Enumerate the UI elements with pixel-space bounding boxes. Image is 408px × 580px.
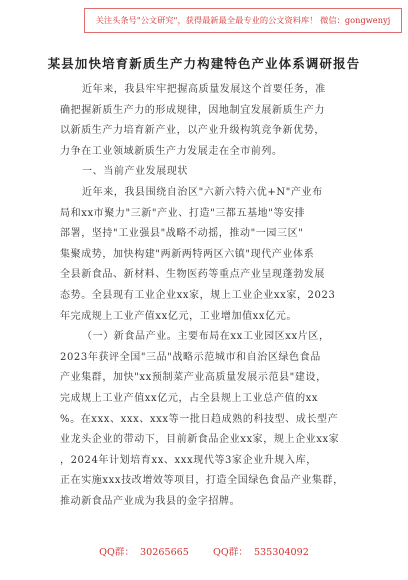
qq-group-number-1: 30265665	[140, 547, 189, 558]
text-line: 一、当前产业发展现状	[82, 166, 188, 178]
text-line: 态势。全县现有工业企业xx家，规上工业企业xx家，2023	[60, 289, 336, 301]
text-line: 力争在工业领域新质生产力发展走在全市前列。	[60, 145, 283, 157]
header-banner	[84, 8, 402, 33]
text-line: （一）新食品产业。主要布局在xx工业园区xx片区，	[82, 331, 330, 343]
text-line: 确把握新质生产力的形成规律，因地制宜发展新质生产力	[60, 104, 325, 116]
text-line: 近年来，我县围绕自治区"六新六特六优+N"产业布	[82, 186, 323, 198]
footer-contact	[0, 544, 408, 558]
text-line: 2023年获评全国"三品"战略示范城市和自治区绿色食品	[60, 351, 321, 363]
document-title: 某县加快培育新质生产力构建特色产业体系调研报告	[47, 56, 361, 71]
text-line: 以新质生产力培育新产业，以产业升级构筑竞争新优势，	[60, 125, 325, 137]
text-line: ，2024年计划培育xx、xxx现代等3家企业升规入库，	[60, 454, 317, 466]
text-line: 集聚成势，加快构建"两新两特两区六镇"现代产业体系	[60, 248, 315, 260]
text-line: 年完成规上工业产值xx亿元，工业增加值xx亿元。	[60, 310, 297, 322]
text-line: 完成规上工业产值xx亿元，占全县规上工业总产值的xx	[60, 392, 319, 404]
qq-group-label-1: QQ群：	[99, 547, 135, 558]
text-line: 产业集群，加快"xx预制菜产业高质量发展示范县"建设，	[60, 372, 327, 384]
document-body	[60, 80, 360, 512]
text-line: 全县新食品、新材料、生物医药等重点产业呈现蓬勃发展	[60, 269, 325, 281]
text-line: 局和xx市聚力"三新"产业、打造"三都五基地"等安排	[60, 207, 306, 219]
text-line: 业龙头企业的带动下，目前新食品企业xx家，规上企业xx家	[60, 434, 340, 446]
qq-group-number-2: 535304092	[253, 547, 309, 558]
text-line: %。在xxx、xxx、xxx等一批日趋成熟的科技型、成长型产	[60, 413, 339, 425]
qq-group-label-2: QQ群：	[213, 547, 248, 558]
text-line: 部署，坚持"工业强县"战略不动摇，推动"一园三区"	[60, 228, 304, 240]
text-line: 推动新食品产业成为我县的金字招牌。	[60, 495, 241, 507]
banner-text: 关注头条号"公文研究"，获得最新最全最专业的公文资料库！ 微信：gongwenyj	[95, 15, 391, 25]
text-line: 近年来，我县牢牢把握高质量发展这个首要任务，准	[82, 84, 326, 95]
text-line: 正在实施xxx技改增效等项目，打造全国绿色食品产业集群，	[60, 475, 344, 487]
